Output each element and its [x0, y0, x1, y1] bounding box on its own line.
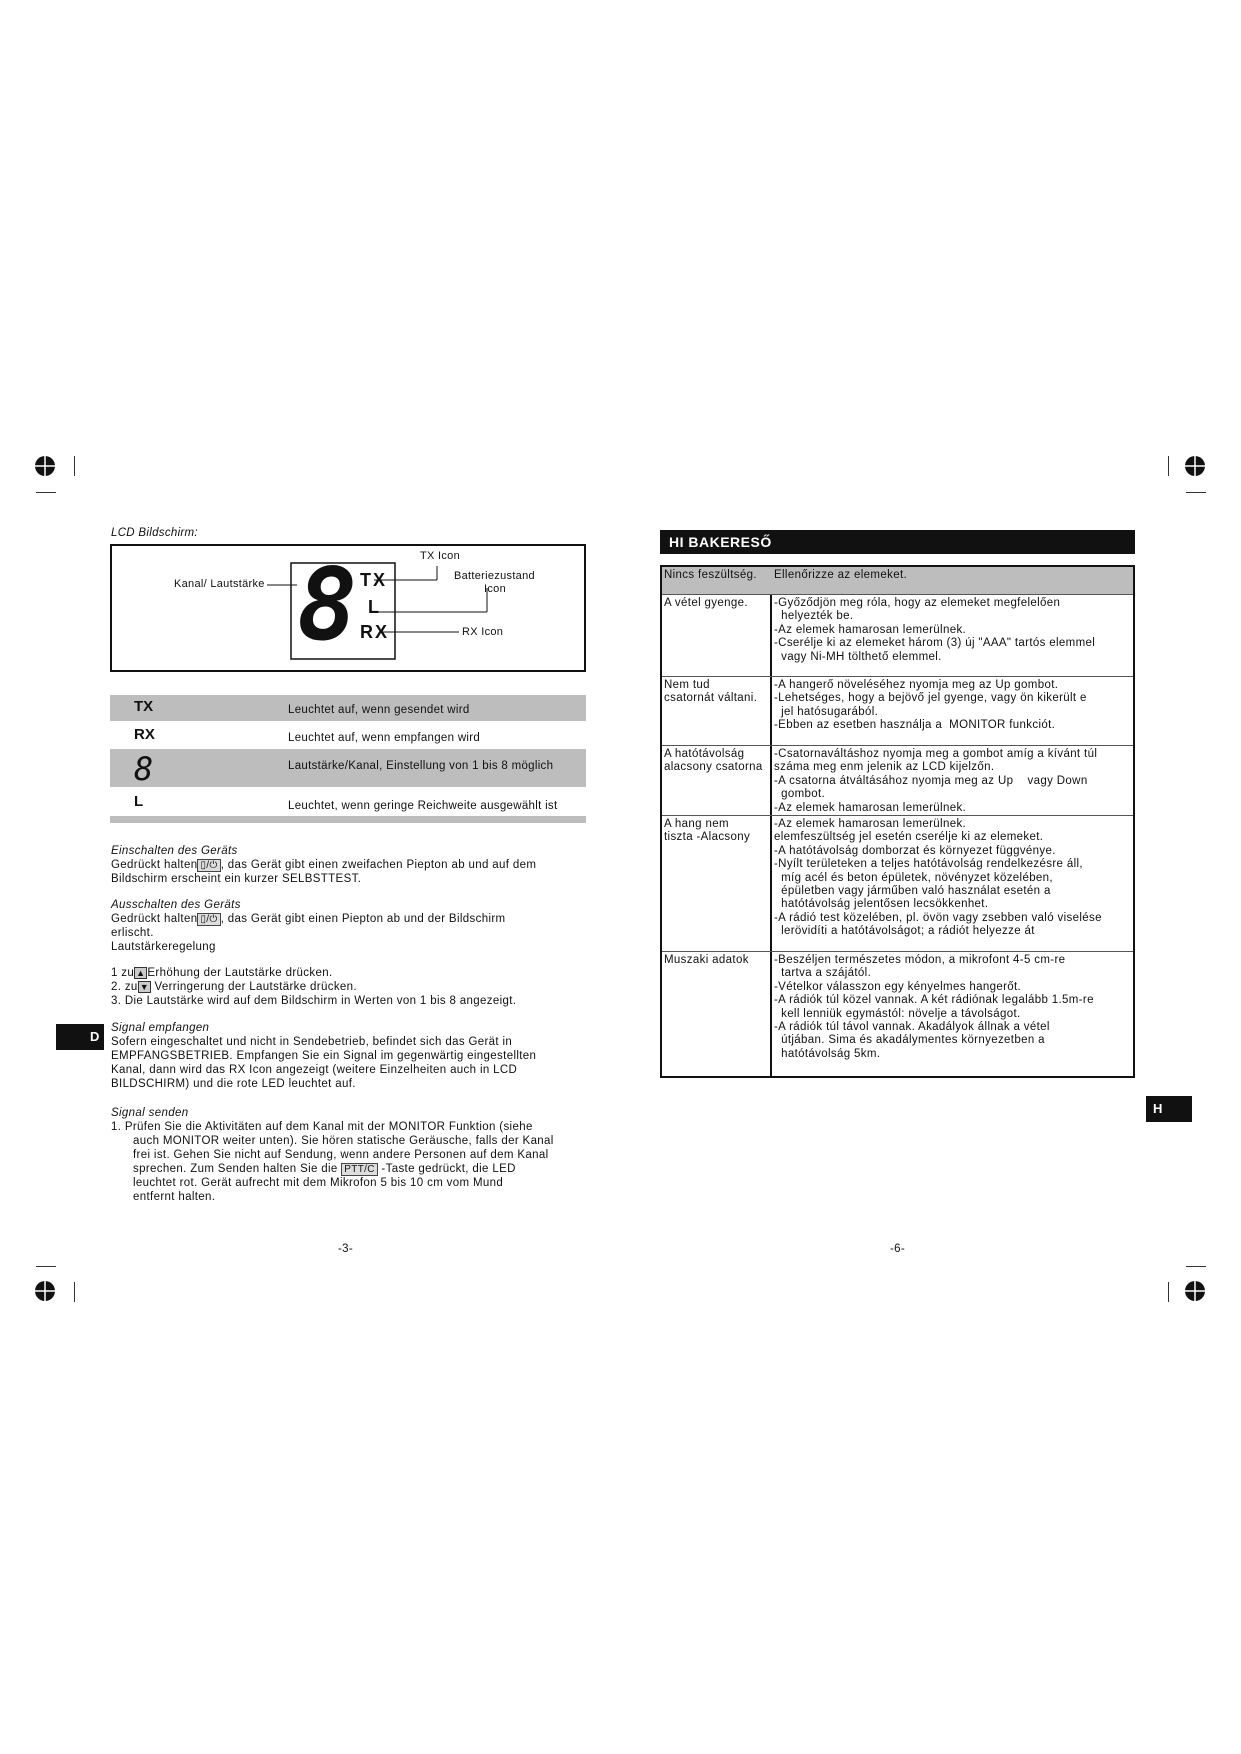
- power-off-text-2: erlischt.: [111, 927, 154, 939]
- cell-text: -Lehetséges, hogy a bejövő jel gyenge, vagy ön kikerült e: [774, 692, 1087, 705]
- text: Gedrückt halten: [111, 913, 198, 925]
- text: 1 zu: [111, 967, 135, 979]
- send-line: leuchtet rot. Gerät aufrecht mit dem Mikrofon 5 bis 10 cm vom Mund: [133, 1177, 504, 1189]
- down-arrow-icon: ▼: [139, 982, 149, 992]
- cell-text: alacsony csatorna: [664, 761, 763, 774]
- troubleshooting-table: [660, 565, 1135, 1078]
- cell-text: A hatótávolság: [664, 748, 745, 760]
- cell-text: Nem tud: [664, 679, 710, 691]
- volume-item-3: 3. Die Lautstärke wird auf dem Bildschirm in Werten von 1 bis 8 angezeigt.: [111, 995, 517, 1007]
- cell-text: -A rádiók túl közel vannak. A két rádiónak legalább 1.5m-re: [774, 994, 1094, 1007]
- text: Gedrückt halten: [111, 859, 198, 871]
- cell-text: -A rádió test közelében, pl. övön vagy zsebben való viselése: [774, 911, 1102, 924]
- lcd-diagram: [110, 544, 586, 672]
- receive-line: Kanal, dann wird das RX Icon angezeigt (weitere Einzelheiten auch in LCD: [111, 1064, 518, 1076]
- legend-text: Lautstärke/Kanal, Einstellung von 1 bis 8 möglich: [288, 760, 554, 772]
- legend-row: [110, 695, 586, 721]
- text: Verringerung der Lautstärke drücken.: [150, 981, 357, 993]
- power-on-text: [111, 859, 536, 872]
- text: Erhöhung der Lautstärke drücken.: [147, 967, 333, 979]
- cell-text: lerövidíti a hatótávolságot; a rádiót helyezze át: [774, 925, 1035, 938]
- table-row: [662, 816, 1133, 952]
- cell-text: száma meg enm jelenik az LCD kijelzőn.: [774, 761, 995, 774]
- cell-text: -Beszéljen természetes módon, a mikrofont 4-5 cm-re: [774, 954, 1066, 966]
- table-row: [662, 677, 1133, 746]
- cell-text: -Az elemek hamarosan lemerülnek.: [774, 801, 967, 814]
- row-problem: [664, 569, 757, 582]
- label-tx-icon: TX Icon: [420, 550, 461, 562]
- power-off-text: [111, 913, 505, 926]
- page-number-left: -3-: [338, 1243, 353, 1255]
- legend-row: [110, 749, 586, 787]
- row-problem: [664, 748, 763, 775]
- text: 2. zu: [111, 981, 138, 993]
- page-number-right: -6-: [890, 1243, 905, 1255]
- power-on-text-2: Bildschirm erscheint ein kurzer SELBSTTEST.: [111, 873, 362, 885]
- registration-mark: [1184, 1280, 1206, 1302]
- crop-mark: [1168, 456, 1169, 476]
- label-battery-icon: Icon: [484, 583, 506, 595]
- lcd-heading: LCD Bildschirm:: [111, 527, 198, 539]
- legend-symbol: RX: [134, 726, 155, 743]
- cell-text: -Győződjön meg róla, hogy az elemeket megfelelően: [774, 597, 1061, 609]
- row-problem: [664, 679, 757, 706]
- cell-text: -Cserélje ki az elemeket három (3) új "AAA" tartós elemmel: [774, 637, 1096, 650]
- row-problem: [664, 954, 749, 967]
- text: , das Gerät gibt einen Piepton ab und der Bildschirm: [220, 913, 506, 925]
- section-title: HI BAKERESŐ: [669, 534, 772, 550]
- cell-text: Ellenőrizze az elemeket.: [774, 569, 908, 581]
- crop-mark: [36, 492, 56, 493]
- power-off-title: Ausschalten des Geräts: [111, 899, 241, 911]
- lcd-rx: RX: [360, 622, 390, 642]
- row-solution: [774, 818, 1102, 939]
- row-solution: [774, 748, 1097, 815]
- crop-mark: [36, 1266, 56, 1267]
- tab-label: H: [1153, 1101, 1163, 1116]
- row-problem: [664, 818, 750, 845]
- legend-symbol: TX: [134, 698, 154, 715]
- label-channel-volume: Kanal/ Lautstärke: [174, 578, 265, 590]
- send-title: Signal senden: [111, 1107, 189, 1119]
- cell-text: -A hatótávolság domborzat és környezet függvénye.: [774, 844, 1056, 857]
- cell-text: tartva a szájától.: [774, 967, 872, 980]
- row-problem: [664, 597, 748, 610]
- row-solution: [774, 679, 1087, 733]
- cell-text: Muszaki adatok: [664, 954, 749, 966]
- legend-text: Leuchtet auf, wenn gesendet wird: [288, 704, 470, 716]
- cell-text: -A rádiók túl távol vannak. Akadályok állnak a vétel: [774, 1021, 1050, 1034]
- cell-text: csatornát váltani.: [664, 692, 758, 705]
- cell-text: -A hangerő növeléséhez nyomja meg az Up gombot.: [774, 679, 1059, 691]
- registration-mark: [34, 455, 56, 477]
- crop-mark: [74, 1282, 75, 1302]
- receive-title: Signal empfangen: [111, 1022, 210, 1034]
- cell-text: vagy Ni-MH tölthető elemmel.: [774, 650, 942, 663]
- power-on-title: Einschalten des Geräts: [111, 845, 238, 857]
- label-rx-icon: RX Icon: [462, 626, 504, 638]
- send-line: [133, 1163, 516, 1176]
- cell-text: útjában. Sima és akadálymentes környezetben a: [774, 1034, 1045, 1047]
- legend-text: Leuchtet auf, wenn empfangen wird: [288, 732, 481, 744]
- text: , das Gerät gibt einen zweifachen Piepton ab und auf dem: [220, 859, 537, 871]
- legend-footer-bar: [110, 816, 586, 823]
- registration-mark: [34, 1280, 56, 1302]
- cell-text: -Az elemek hamarosan lemerülnek.: [774, 623, 967, 636]
- cell-text: hatótávolság jelentősen lecsökkenhet.: [774, 898, 989, 911]
- cell-text: hatótávolság 5km.: [774, 1047, 881, 1060]
- cell-text: míg acél és beton épületek, növényzet közelében,: [774, 871, 1053, 884]
- crop-mark: [74, 456, 75, 476]
- cell-text: épületben vagy járműben való használat esetén a: [774, 885, 1051, 898]
- tab-label: D: [90, 1029, 100, 1044]
- legend-text: Leuchtet, wenn geringe Reichweite ausgewählt ist: [288, 800, 558, 812]
- cell-text: -Csatornaváltáshoz nyomja meg a gombot amíg a kívánt túl: [774, 748, 1098, 760]
- row-solution: [774, 569, 907, 582]
- power-key-icon: ▯/⏻: [197, 913, 220, 926]
- text: sprechen. Zum Senden halten Sie die: [133, 1163, 338, 1175]
- table-row: [662, 746, 1133, 816]
- language-tab-h: [1146, 1096, 1192, 1122]
- registration-mark: [1184, 455, 1206, 477]
- crop-mark: [1186, 1266, 1206, 1267]
- cell-text: Nincs feszültség.: [664, 569, 757, 581]
- lcd-tx: TX: [360, 570, 388, 590]
- cell-text: jel hatósugarából.: [774, 705, 879, 718]
- cell-text: -Az elemek hamarosan lemerülnek.: [774, 818, 967, 830]
- send-line: frei ist. Gehen Sie nicht auf Sendung, wenn andere Personen auf dem Kanal: [133, 1149, 549, 1161]
- ptt-key-icon: PTT/C: [341, 1163, 378, 1176]
- cell-text: -Vételkor válasszon egy kényelmes hangerőt.: [774, 980, 1022, 993]
- send-line: 1. Prüfen Sie die Aktivitäten auf dem Kanal mit der MONITOR Funktion (siehe: [111, 1121, 533, 1133]
- label-battery: Batteriezustand: [454, 570, 535, 582]
- receive-line: Sofern eingeschaltet und nicht in Sendebetrieb, befindet sich das Gerät in: [111, 1036, 513, 1048]
- crop-mark: [1186, 492, 1206, 493]
- cell-text: A hang nem: [664, 818, 729, 830]
- cell-text: -Nyílt területeken a teljes hatótávolság rendelkezésre áll,: [774, 858, 1083, 871]
- cell-text: helyezték be.: [774, 610, 854, 623]
- legend-symbol: L: [134, 793, 144, 810]
- volume-heading: Lautstärkeregelung: [111, 941, 216, 953]
- text: -Taste gedrückt, die LED: [381, 1163, 516, 1175]
- legend-row: [110, 722, 586, 748]
- send-line: entfernt halten.: [133, 1191, 216, 1203]
- volume-item-2: [111, 981, 357, 994]
- legend-symbol: 8: [134, 750, 154, 788]
- legend-row: [110, 790, 586, 816]
- language-tab-d: [56, 1024, 104, 1050]
- row-solution: [774, 954, 1094, 1061]
- lcd-digit: 8: [297, 546, 358, 663]
- cell-text: -A csatorna átváltásához nyomja meg az Up vagy Down: [774, 774, 1088, 787]
- cell-text: tiszta -Alacsony: [664, 831, 751, 844]
- cell-text: elemfeszültség jel esetén cserélje ki az elemeket.: [774, 831, 1044, 844]
- table-row: [662, 595, 1133, 677]
- power-key-icon: ▯/⏻: [197, 859, 220, 872]
- lcd-l: L: [368, 597, 379, 617]
- crop-mark: [1168, 1282, 1169, 1302]
- up-arrow-icon: ▲: [136, 968, 146, 978]
- cell-text: kell lenniük egymástól: növelje a távolságot.: [774, 1007, 1021, 1020]
- section-header: [660, 530, 1135, 554]
- table-row: [662, 567, 1133, 595]
- cell-text: -Ebben az esetben használja a MONITOR funkciót.: [774, 719, 1056, 732]
- table-row: [662, 952, 1133, 1070]
- receive-line: EMPFANGSBETRIEB. Empfangen Sie ein Signal im gegenwärtig eingestellten: [111, 1050, 537, 1062]
- send-line: auch MONITOR weiter unten). Sie hören statische Geräusche, falls der Kanal: [133, 1135, 554, 1147]
- receive-line: BILDSCHIRM) und die rote LED leuchtet auf.: [111, 1078, 356, 1090]
- cell-text: gombot.: [774, 788, 826, 801]
- cell-text: A vétel gyenge.: [664, 597, 748, 609]
- volume-item-1: [111, 967, 333, 980]
- row-solution: [774, 597, 1095, 664]
